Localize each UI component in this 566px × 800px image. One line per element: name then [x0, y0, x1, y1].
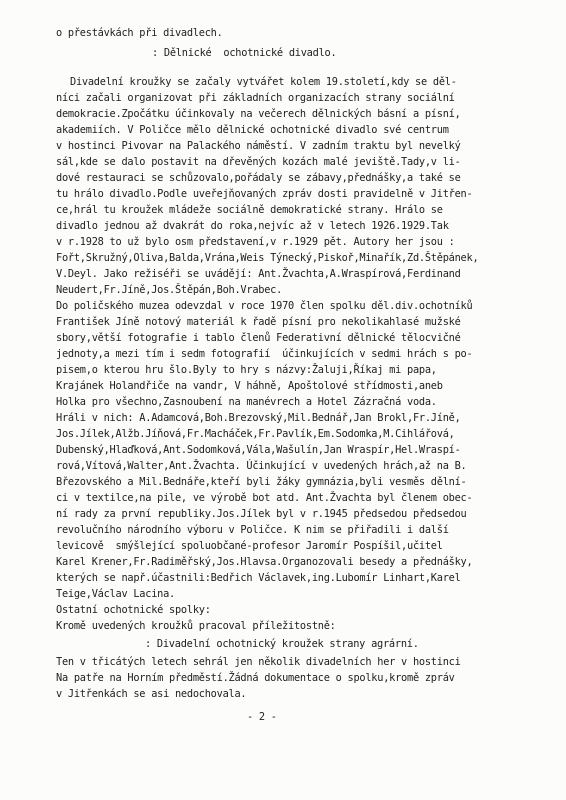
text-line: demokracie.Zpočátku účinkovaly na večerech dělnických básní a písní,: [56, 108, 461, 120]
text-line: v Jitřenkách se asi nedochovala.: [56, 688, 247, 700]
text-line: sbory,větší fotografie i tablo členů Federativní dělnické tělocvičné: [56, 332, 461, 344]
text-line: pisem,o kterou hru šlo.Byly to hry s názvy:Žaluji,Říkaj mi papa,: [56, 364, 437, 376]
text-line: o přestávkách při divadlech.: [56, 27, 223, 39]
text-line: ce,hrál tu kroužek mládeže sociálně demokratické strany. Hrálo se: [56, 204, 443, 216]
text-line: v r.1928 to už bylo osm představení,v r.1929 pět. Autory her jsou :: [56, 236, 455, 248]
text-line: revolučního národního výboru v Poličce. K nim se přiřadili i další: [56, 524, 449, 536]
text-line: níci začali organizovat při základních organizacích strany sociální: [56, 92, 455, 104]
text-line: Do poličského muzea odevzdal v roce 1970 člen spolku děl.div.ochotníků: [56, 300, 473, 312]
section-heading: : Divadelní ochotnický kroužek strany agrární.: [145, 638, 419, 650]
text-line: Holka pro všechno,Zasnoubení na manévrech a Hotel Zázračná voda.: [56, 396, 437, 408]
text-line: kterých se např.účastnili:Bedřich Václavek,ing.Lubomír Linhart,Karel: [56, 572, 461, 584]
text-line: Krajánek Holandřiče na vandr, V háhně, Apoštolové střídmosti,aneb: [56, 380, 443, 392]
text-line: Dubenský,Hlaďková,Ant.Sodomková,Vála,Wašulín,Jan Wraspír,Hel.Wraspí-: [56, 444, 461, 456]
text-line: Jos.Jílek,Alžb.Jíňová,Fr.Macháček,Fr.Pavlík,Em.Sodomka,M.Cihlářová,: [56, 428, 455, 440]
text-line: Na patře na Horním předměstí.Žádná dokumentace o spolku,kromě zpráv: [56, 672, 455, 684]
text-line: František Jíně notový materiál k řadě písní pro nekolikahlasé mužské: [56, 316, 461, 328]
subsection-heading: Ostatní ochotnické spolky:: [56, 604, 211, 616]
text-line: Karel Krener,Fr.Radiměřský,Jos.Hlavsa.Organozovali besedy a přednášky,: [56, 556, 473, 568]
text-line: Neudert,Fr.Jíně,Jos.Štěpán,Boh.Vrabec.: [56, 284, 283, 296]
page-number: - 2 -: [247, 711, 277, 723]
section-heading: : Dělnické ochotnické divadlo.: [152, 47, 337, 59]
text-line: Ten v třicátých letech sehrál jen několik divadelních her v hostinci: [56, 656, 461, 668]
text-line: sál,kde se dalo postavit na dřevěných kozách malé jeviště.Tady,v li-: [56, 156, 461, 168]
text-line: Teige,Václav Lacina.: [56, 588, 175, 600]
text-line: Kromě uvedených kroužků pracoval příležitostně:: [56, 620, 336, 632]
text-line: ci v textilce,na pile, ve výrobě bot atd. Ant.Žvachta byl členem obec-: [56, 492, 473, 504]
text-line: jednoty,a mezi tím i sedm fotografií účinkujících v sedmi hrách s po-: [56, 348, 473, 360]
text-line: tu hrálo divadlo.Podle uveřejňovaných zpráv dosti pravidelně v Jitřen-: [56, 188, 473, 200]
text-line: Fořt,Skružný,Oliva,Balda,Vrána,Weis Týnecký,Piskoř,Minařík,Zd.Štěpánek,: [56, 252, 479, 264]
text-line: rová,Vítová,Walter,Ant.Žvachta. Účinkující v uvedených hrách,až na B.: [56, 460, 467, 472]
text-line: Hráli v nich: A.Adamcová,Boh.Brezovský,Mil.Bednář,Jan Brokl,Fr.Jíně,: [56, 412, 461, 424]
text-line: dové restauraci se schůzovalo,pořádaly se zábavy,přednášky,a také se: [56, 172, 461, 184]
text-line: levicově smýšlející spoluobčané-profesor Jaromír Pospíšil,učitel: [56, 540, 443, 552]
text-line: Březovského a Mil.Bednáře,kteří byli žáky gymnázia,byli vesměs dělní-: [56, 476, 467, 488]
text-line: V.Deyl. Jako režiséři se uvádějí: Ant.Žvachta,A.Wraspírová,Ferdinand: [56, 268, 461, 280]
text-line: v hostinci Pivovar na Palackého náměstí. V zadním traktu byl nevelký: [56, 140, 461, 152]
text-line: ní rady za první republiky.Jos.Jílek byl v r.1945 předsedou předsedou: [56, 508, 467, 520]
text-line: divadlo jednou až dvakrát do roka,nejvíc až v letech 1926.1929.Tak: [56, 220, 449, 232]
text-line: Divadelní kroužky se začaly vytvářet kolem 19.století,kdy se děl-: [70, 76, 457, 88]
text-line: akademiích. V Poličce mělo dělnické ochotnické divadlo své centrum: [56, 124, 449, 136]
